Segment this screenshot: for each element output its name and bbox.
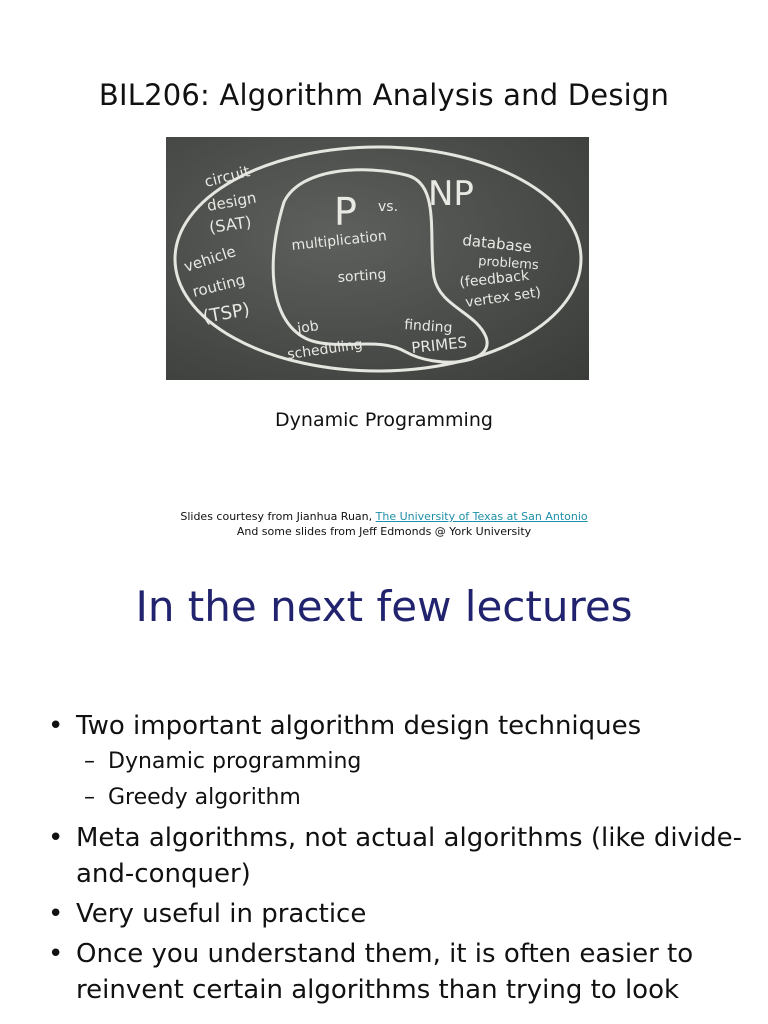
dash-icon: – [84, 785, 95, 810]
sub-bullet-item [44, 780, 744, 816]
label-np: NP [428, 174, 474, 214]
label-feedback: (feedback [458, 267, 530, 291]
label-routing: routing [190, 270, 247, 301]
label-job: job [296, 318, 320, 337]
credits [0, 509, 768, 539]
bullet-icon: • [48, 899, 64, 929]
label-sat: (SAT) [207, 212, 253, 237]
utsa-link[interactable]: The University of Texas at San Antonio [375, 510, 588, 523]
slide-title: BIL206: Algorithm Analysis and Design [98, 78, 670, 112]
credits-line-2: And some slides from Jeff Edmonds @ York University [236, 525, 532, 538]
bullet-icon: • [48, 939, 64, 969]
bullet-item [44, 708, 744, 744]
bullet-item [44, 936, 744, 1008]
bullet-item [44, 896, 744, 932]
chalkboard-image [166, 137, 589, 380]
label-vehicle: vehicle [181, 242, 239, 276]
bullet-text: Once you understand them, it is often easier to reinvent certain algorithms than trying to look [76, 939, 694, 1005]
bullet-icon: • [48, 711, 64, 741]
bullet-text: Two important algorithm design techniques [76, 711, 642, 741]
dash-icon: – [84, 749, 95, 774]
bullet-text: Very useful in practice [76, 899, 367, 929]
label-circuit: circuit [202, 162, 252, 191]
sub-bullet-item [44, 744, 744, 780]
label-scheduling: scheduling [286, 336, 364, 363]
label-vs: vs. [378, 199, 399, 215]
label-multiplication: multiplication [290, 228, 388, 254]
label-design: design [205, 188, 258, 215]
credits-prefix: Slides courtesy from Jianhua Ruan, [180, 510, 376, 523]
bullet-icon: • [48, 823, 64, 853]
label-vertex-set: vertex set) [464, 284, 542, 311]
label-tsp: (TSP) [201, 299, 252, 328]
label-p: P [334, 190, 357, 234]
bullet-item [44, 820, 744, 892]
credits-line-1 [0, 509, 768, 524]
label-finding: finding [403, 317, 453, 337]
label-primes: PRIMES [410, 333, 468, 357]
bullet-text: Meta algorithms, not actual algorithms (like divide-and-conquer) [76, 823, 743, 889]
bullet-list [44, 708, 744, 1008]
lecture-topic: Dynamic Programming [275, 409, 493, 431]
label-problems: problems [477, 254, 540, 274]
label-sorting: sorting [337, 266, 387, 286]
label-database: database [461, 231, 533, 257]
p-vs-np-diagram [166, 137, 589, 380]
sub-bullet-text: Dynamic programming [108, 749, 362, 774]
slide-2-title: In the next few lectures [135, 582, 633, 631]
sub-bullet-text: Greedy algorithm [108, 785, 301, 810]
